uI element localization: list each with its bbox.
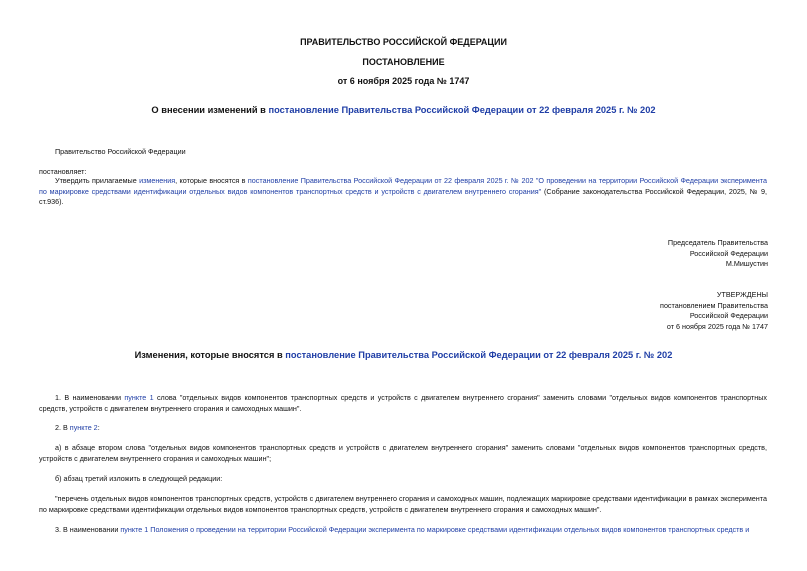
change-item-2-link[interactable]: пункте 2 <box>69 423 98 432</box>
change-item-2b: б) абзац третий изложить в следующей редакции: <box>55 474 223 483</box>
change-item-1 <box>39 393 767 414</box>
approved-by: постановлением Правительства <box>660 300 768 310</box>
signature-org: Российской Федерации <box>689 248 768 258</box>
issuer-line: Правительство Российской Федерации <box>55 147 186 156</box>
change-item-2a: а) в абзаце втором слова "отдельных видов компонентов транспортных средств и устройств с двигателем внутреннего сгорания" заменить словами "отдельных видов компонентов транспортных средств, устройств с двигателем внутреннего сгорания и самоходных машин"; <box>39 443 767 463</box>
signature-position: Председатель Правительства <box>667 238 768 247</box>
change-item-3-link[interactable]: пункте 1 Положения о проведении на территории Российской Федерации эксперимента по маркировке средствами идентификации отдельных видов компонентов транспортных средств и <box>120 525 750 534</box>
approved-date: от 6 ноября 2025 года № 1747 <box>666 321 768 331</box>
document-type: ПОСТАНОВЛЕНИЕ <box>362 57 445 67</box>
document-date-number: от 6 ноября 2025 года № 1747 <box>337 76 470 86</box>
approve-link-changes[interactable]: изменения <box>139 176 176 185</box>
changes-title-prefix: Изменения, которые вносятся в <box>134 350 286 360</box>
document-title-link[interactable]: постановление Правительства Российской Федерации от 22 февраля 2025 г. № 202 <box>268 105 656 115</box>
change-item-3 <box>39 525 767 536</box>
signature-name: М.Мишустин <box>725 259 768 268</box>
approved-block <box>660 290 768 332</box>
document-title <box>0 105 807 115</box>
change-item-2-a: 2. В <box>55 423 70 432</box>
government-heading: ПРАВИТЕЛЬСТВО РОССИЙСКОЙ ФЕДЕРАЦИИ <box>300 37 507 47</box>
change-item-2b-text: "перечень отдельных видов компонентов транспортных средств, устройств с двигателем внутреннего сгорания и самоходных машин, подлежащих маркировке средствами идентификации в рамках эксперимента по маркировке средствами идентификации отдельных видов компонентов транспортных средств, устройств с двигателем внутреннего сгорания и самоходных машин". <box>39 494 767 514</box>
decides-line: постановляет: <box>39 167 87 176</box>
approve-paragraph <box>39 176 767 208</box>
changes-title-link[interactable]: постановление Правительства Российской Федерации от 22 февраля 2025 г. № 202 <box>285 350 673 360</box>
change-item-3-a: 3. В наименовании <box>55 525 121 534</box>
change-item-1-a: 1. В наименовании <box>55 393 125 402</box>
approved-org: Российской Федерации <box>689 311 768 320</box>
approve-link-decree[interactable]: постановление Правительства Российской Федерации от 22 февраля 2025 г. № 202 "О проведении на территории Российской Федерации эксперимента по маркировке средствами идентификации отдельных видов компонентов транспортных средств и устройств с двигателем внутреннего сгорания" <box>39 176 767 196</box>
change-item-2 <box>39 423 767 434</box>
change-item-1-link[interactable]: пункте 1 <box>124 393 154 402</box>
approved-label: УТВЕРЖДЕНЫ <box>716 290 768 299</box>
changes-title <box>0 350 807 360</box>
approve-text: Утвердить прилагаемые <box>55 176 140 185</box>
signature-block <box>668 238 768 270</box>
change-item-1-b: слова "отдельных видов компонентов транспортных средств и устройств с двигателем внутреннего сгорания" заменить словами "отдельных видов компонентов транспортных средств, устройств с двигателем внутреннего сгорания и самоходных машин". <box>39 393 768 413</box>
change-item-2-b: : <box>97 423 100 432</box>
document-title-prefix: О внесении изменений в <box>151 105 269 115</box>
approve-tail: (Собрание законодательства Российской Федерации, 2025, № 9, ст.936). <box>39 186 767 207</box>
approve-mid: , которые вносятся в <box>175 176 248 185</box>
